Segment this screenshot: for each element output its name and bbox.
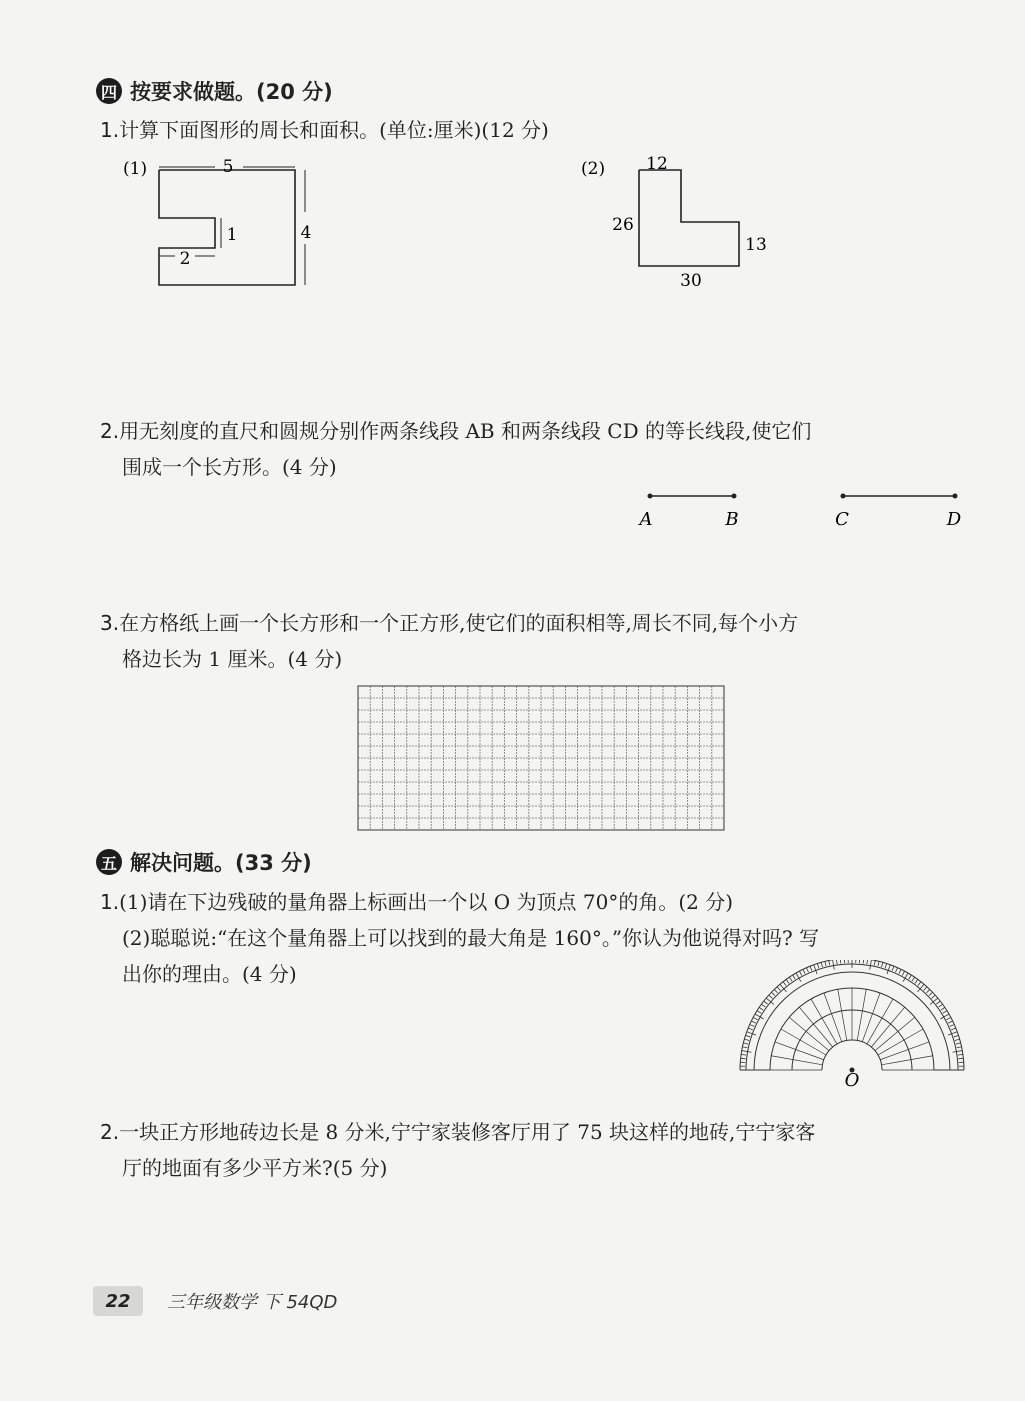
question-part-2-line-2: 出你的理由。(4 分) <box>122 962 297 986</box>
protractor-tick <box>806 968 808 973</box>
point-b <box>732 494 737 499</box>
protractor-ray <box>880 1042 929 1060</box>
question-number: 3. <box>100 611 120 635</box>
protractor-drawing <box>740 960 964 1073</box>
point-a <box>648 494 653 499</box>
label-b: B <box>725 509 739 530</box>
protractor-tick <box>821 962 822 967</box>
protractor-tick <box>744 1039 749 1040</box>
protractor-tick <box>771 992 775 995</box>
protractor-ray <box>799 1007 832 1047</box>
protractor-tick <box>747 1032 756 1035</box>
protractor-tick <box>899 969 901 973</box>
question-text-line-2: 厅的地面有多少平方米?(5 分) <box>122 1156 388 1180</box>
protractor-tick <box>786 979 789 983</box>
grid-paper <box>357 685 727 833</box>
protractor-tick <box>863 960 864 964</box>
protractor-tick <box>954 1035 959 1037</box>
question-4-3 <box>100 605 798 677</box>
figure-1-tag: (1) <box>123 159 148 179</box>
protractor-tick <box>769 995 773 998</box>
figure-2-outline <box>639 170 739 266</box>
point-d <box>953 494 958 499</box>
protractor-tick <box>759 1007 763 1010</box>
protractor-tick <box>742 1051 752 1053</box>
protractor-tick <box>946 1017 950 1019</box>
question-text-line-1: 用无刻度的直尺和圆规分别作两条线段 AB 和两条线段 CD 的等长线段,使它们 <box>119 419 812 443</box>
protractor-tick <box>750 1024 755 1026</box>
figure-2-top-length: 12 <box>646 154 668 174</box>
figure-2-bottom-length: 30 <box>680 271 702 291</box>
protractor-tick <box>924 987 927 991</box>
label-c: C <box>835 509 849 530</box>
protractor-ray <box>867 999 893 1044</box>
figure-2-left-length: 26 <box>612 215 634 235</box>
protractor-tick <box>915 979 918 983</box>
figure-2-right-length: 13 <box>745 235 767 255</box>
figure-1-notch-height: 1 <box>226 225 238 245</box>
protractor-ray <box>871 1007 904 1047</box>
protractor-tick <box>952 1051 962 1053</box>
protractor-ray <box>775 1042 824 1060</box>
protractor-tick <box>929 992 933 995</box>
protractor-tick <box>836 960 837 964</box>
protractor-tick <box>814 965 817 974</box>
protractor-tick <box>892 966 894 971</box>
question-text-line-2: 围成一个长方形。(4 分) <box>122 455 337 479</box>
protractor-tick <box>885 963 887 968</box>
protractor-tick <box>745 1035 750 1037</box>
question-text: 计算下面图形的周长和面积。(单位:厘米)(12 分) <box>119 118 549 142</box>
protractor-ray <box>878 1029 923 1055</box>
protractor-ray <box>857 989 866 1040</box>
protractor-tick <box>951 1028 956 1030</box>
protractor-tick <box>957 1047 962 1048</box>
protractor-tick <box>918 982 921 986</box>
question-part-1: (1)请在下边残破的量角器上标画出一个以 O 为顶点 70°的角。(2 分) <box>119 890 734 914</box>
footer-text: 三年级数学 下 54QD <box>167 1292 338 1313</box>
protractor-tick <box>874 960 875 965</box>
figure-1-right-length: 4 <box>300 223 312 243</box>
protractor-tick <box>774 989 777 993</box>
protractor-tick <box>829 960 830 965</box>
protractor-tick <box>753 1017 757 1019</box>
protractor-tick <box>958 1054 963 1055</box>
protractor-tick <box>932 995 936 998</box>
label-d: D <box>946 509 962 530</box>
protractor-tick <box>743 1043 748 1044</box>
protractor-ray <box>811 999 837 1044</box>
protractor-tick <box>803 969 805 973</box>
protractor-tick <box>777 987 780 991</box>
protractor-tick <box>741 1058 746 1059</box>
protractor-tick <box>909 975 912 979</box>
question-4-1 <box>100 112 549 148</box>
figure-2-l-shape <box>575 150 795 295</box>
protractor-tick <box>817 963 819 968</box>
question-number: 2. <box>100 419 120 443</box>
protractor-ray <box>824 993 842 1042</box>
section-4-badge: 四 <box>96 78 122 104</box>
broken-protractor <box>722 960 967 1090</box>
protractor-ray <box>789 1017 829 1050</box>
question-5-1 <box>100 884 819 992</box>
protractor-tick <box>742 1047 747 1048</box>
section-5-header <box>96 847 312 877</box>
protractor-ray <box>862 993 880 1042</box>
protractor-tick <box>955 1039 960 1040</box>
protractor-tick <box>810 966 812 971</box>
protractor-tick <box>761 1004 765 1007</box>
protractor-ray <box>771 1056 822 1065</box>
label-a: A <box>639 509 653 530</box>
grid-lines <box>358 686 724 830</box>
segments-ab-cd <box>630 482 970 532</box>
protractor-tick <box>950 1024 955 1026</box>
question-number: 1. <box>100 118 120 142</box>
protractor-tick <box>956 1043 961 1044</box>
figure-2-tag: (2) <box>581 159 606 179</box>
protractor-tick <box>948 1021 952 1023</box>
figure-1-notched-rectangle <box>115 150 335 295</box>
protractor-tick <box>825 961 826 966</box>
section-4-header <box>96 76 333 106</box>
protractor-tick <box>958 1058 963 1059</box>
protractor-tick <box>939 1004 943 1007</box>
protractor-tick <box>936 1001 940 1004</box>
protractor-tick <box>881 962 882 967</box>
protractor-tick <box>902 971 904 975</box>
question-text-line-1: 在方格纸上画一个长方形和一个正方形,使它们的面积相等,周长不同,每个小方 <box>119 611 799 635</box>
protractor-tick <box>793 975 796 979</box>
page-footer <box>93 1286 337 1316</box>
question-text-line-1: 一块正方形地砖边长是 8 分米,宁宁家装修客厅用了 75 块这样的地砖,宁宁家客 <box>119 1120 816 1144</box>
protractor-tick <box>757 1011 761 1014</box>
protractor-tick <box>764 1001 768 1004</box>
figure-1-notch-width: 2 <box>179 249 191 269</box>
protractor-tick <box>748 1028 753 1030</box>
protractor-tick <box>878 961 879 966</box>
protractor-tick <box>948 1032 957 1035</box>
question-4-2 <box>100 413 811 485</box>
section-4-title: 按要求做题。(20 分) <box>130 80 333 104</box>
protractor-tick <box>870 960 872 970</box>
protractor-tick <box>941 1007 945 1010</box>
protractor-ray <box>882 1056 933 1065</box>
question-number: 1. <box>100 890 120 914</box>
protractor-tick <box>912 977 915 981</box>
question-part-2-line-1: (2)聪聪说:“在这个量角器上可以找到的最大角是 160°。”你认为他说得对吗? 写 <box>122 926 820 950</box>
page-number: 22 <box>93 1286 143 1316</box>
section-5-title: 解决问题。(33 分) <box>130 851 312 875</box>
protractor-tick <box>887 965 890 974</box>
figure-1-top-length: 5 <box>222 157 234 177</box>
protractor-tick <box>840 960 841 964</box>
protractor-tick <box>799 971 801 975</box>
question-number: 2. <box>100 1120 120 1144</box>
point-c <box>841 494 846 499</box>
protractor-ray <box>838 989 847 1040</box>
protractor-tick <box>926 989 929 993</box>
protractor-tick <box>789 977 792 981</box>
question-text-line-2: 格边长为 1 厘米。(4 分) <box>122 647 343 671</box>
question-5-2 <box>100 1114 815 1186</box>
protractor-tick <box>783 982 786 986</box>
protractor-tick <box>751 1021 755 1023</box>
protractor-tick <box>943 1011 947 1014</box>
protractor-tick <box>741 1054 746 1055</box>
vertex-o-label: O <box>844 1070 860 1090</box>
protractor-tick <box>833 960 835 970</box>
protractor-ray <box>781 1029 826 1055</box>
protractor-tick <box>867 960 868 964</box>
section-5-badge: 五 <box>96 849 122 875</box>
protractor-ray <box>875 1017 915 1050</box>
protractor-tick <box>896 968 898 973</box>
